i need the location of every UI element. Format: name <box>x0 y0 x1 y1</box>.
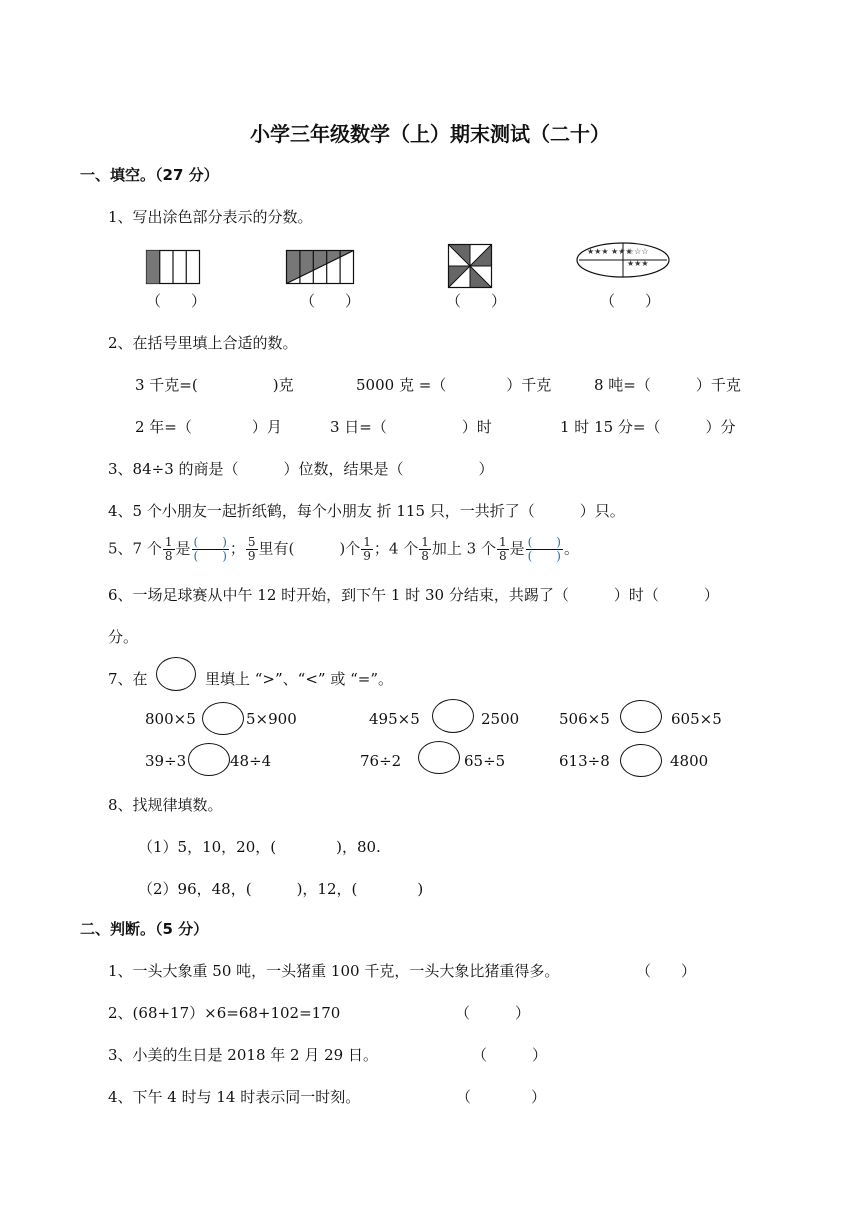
q5-blank-fraction-2[interactable]: $\frac{( )}{( )}$ <box>527 535 561 563</box>
q2-row2-item3: 1 时 15 分=（ ）分 <box>560 418 736 436</box>
figure-pinwheel-square <box>448 244 492 288</box>
q7-item4-right: 48÷4 <box>230 752 272 770</box>
judge-2-text: 2、(68+17）×6=68+102=170 <box>108 1004 341 1022</box>
q7-item5-right: 65÷5 <box>464 752 506 770</box>
q5-part2: 是 <box>175 539 191 558</box>
q5-part5: 加上 3 个 <box>431 539 496 558</box>
q7-item5-left: 76÷2 <box>360 752 402 770</box>
q7-intro-b: 里填上 “>”、“<” 或 “=”。 <box>205 670 394 688</box>
q6-line2: 分。 <box>108 628 139 646</box>
judge-4-text: 4、下午 4 时与 14 时表示同一时刻。 <box>108 1088 361 1106</box>
q8-sequence-2: （2）96，48，( )，12，( ) <box>138 880 424 898</box>
stars-left: ★★★ ★★★ <box>587 247 633 256</box>
judge-1-blank[interactable]: （ ） <box>636 962 697 980</box>
q2-row1-item3: 8 吨=（ ）千克 <box>594 376 741 394</box>
q2-row2-item2: 3 日=（ ）时 <box>330 418 492 436</box>
q3-text: 3、84÷3 的商是（ ）位数，结果是（ ） <box>108 460 494 478</box>
q7-item1-oval[interactable] <box>202 702 244 735</box>
q5-fraction-1-8c: $\frac{1}{8}$ <box>498 535 507 563</box>
q6-line1: 6、一场足球赛从中午 12 时开始，到下午 1 时 30 分结束，共踢了（ ）时（ ） <box>108 586 719 604</box>
q2-row1-item1: 3 千克=( )克 <box>135 376 294 394</box>
q5-fraction-1-8b: $\frac{1}{8}$ <box>421 535 429 563</box>
q5-fraction-5-9: $\frac{5}{9}$ <box>247 535 256 563</box>
q1-blank-2[interactable]: （ ） <box>300 292 361 310</box>
q5-fraction-1-8: $\frac{1}{8}$ <box>164 535 173 563</box>
q7-item5-oval[interactable] <box>418 741 460 774</box>
q7-item2-left: 495×5 <box>369 710 420 728</box>
q7-item3-left: 506×5 <box>559 710 610 728</box>
q5-part6: 是 <box>509 539 525 558</box>
q5-part7: 。 <box>563 539 579 558</box>
q7-intro-a: 7、在 <box>108 670 148 688</box>
q7-item2-oval[interactable] <box>432 699 474 733</box>
judge-4-blank[interactable]: （ ） <box>456 1088 547 1106</box>
judge-2-blank[interactable]: （ ） <box>455 1004 531 1022</box>
judge-3-text: 3、小美的生日是 2018 年 2 月 29 日。 <box>108 1046 378 1064</box>
q7-item4-oval[interactable] <box>188 743 230 776</box>
q7-item3-right: 605×5 <box>671 710 722 728</box>
q1-blank-4[interactable]: （ ） <box>600 292 661 310</box>
section-1-heading: 一、填空。（27 分） <box>80 166 219 184</box>
q4-text: 4、5 个小朋友一起折纸鹤，每个小朋友 折 115 只，一共折了（ ）只。 <box>108 502 625 520</box>
q7-item6-left: 613÷8 <box>559 752 610 770</box>
q7-item1-right: 5×900 <box>246 710 297 728</box>
q5-part4: ；4 个 <box>373 539 419 558</box>
q5-blank-fraction-1[interactable]: $\frac{( )}{( )}$ <box>193 535 227 563</box>
q7-item1-left: 800×5 <box>145 710 196 728</box>
q8-sequence-1: （1）5，10，20，( )，80. <box>138 838 381 856</box>
q5-text <box>108 536 579 563</box>
section-2-heading: 二、判断。（5 分） <box>80 920 209 938</box>
judge-3-blank[interactable]: （ ） <box>472 1046 548 1064</box>
q1-blank-3[interactable]: （ ） <box>446 292 507 310</box>
q8-text: 8、找规律填数。 <box>108 796 223 814</box>
q1-blank-1[interactable]: （ ） <box>146 292 207 310</box>
page-title: 小学三年级数学（上）期末测试（二十） <box>250 122 610 146</box>
q7-item6-right: 4800 <box>670 752 709 770</box>
q5-part3a: ； <box>229 539 245 558</box>
q2-row2-item1: 2 年=（ ）月 <box>135 418 282 436</box>
q2-text: 2、在括号里填上合适的数。 <box>108 334 298 352</box>
q5-part3b: 里有( )个 <box>258 539 361 558</box>
q2-row1-item2: 5000 克 =（ ）千克 <box>356 376 552 394</box>
figure-rectangle-diagonal <box>286 250 354 284</box>
stars-right: ☆☆☆ ★★★ <box>627 247 649 268</box>
judge-1-text: 1、一头大象重 50 吨，一头猪重 100 千克，一头大象比猪重得多。 <box>108 962 560 980</box>
q1-text: 1、写出涂色部分表示的分数。 <box>108 208 313 226</box>
q5-fraction-1-9: $\frac{1}{9}$ <box>363 535 371 563</box>
q7-sample-oval <box>156 657 196 691</box>
figure-rectangle-quarters <box>146 250 200 284</box>
q7-item2-right: 2500 <box>481 710 520 728</box>
q5-part1: 5、7 个 <box>108 539 162 558</box>
q7-item3-oval[interactable] <box>620 700 662 733</box>
q7-item6-oval[interactable] <box>620 744 662 777</box>
q7-item4-left: 39÷3 <box>145 752 187 770</box>
